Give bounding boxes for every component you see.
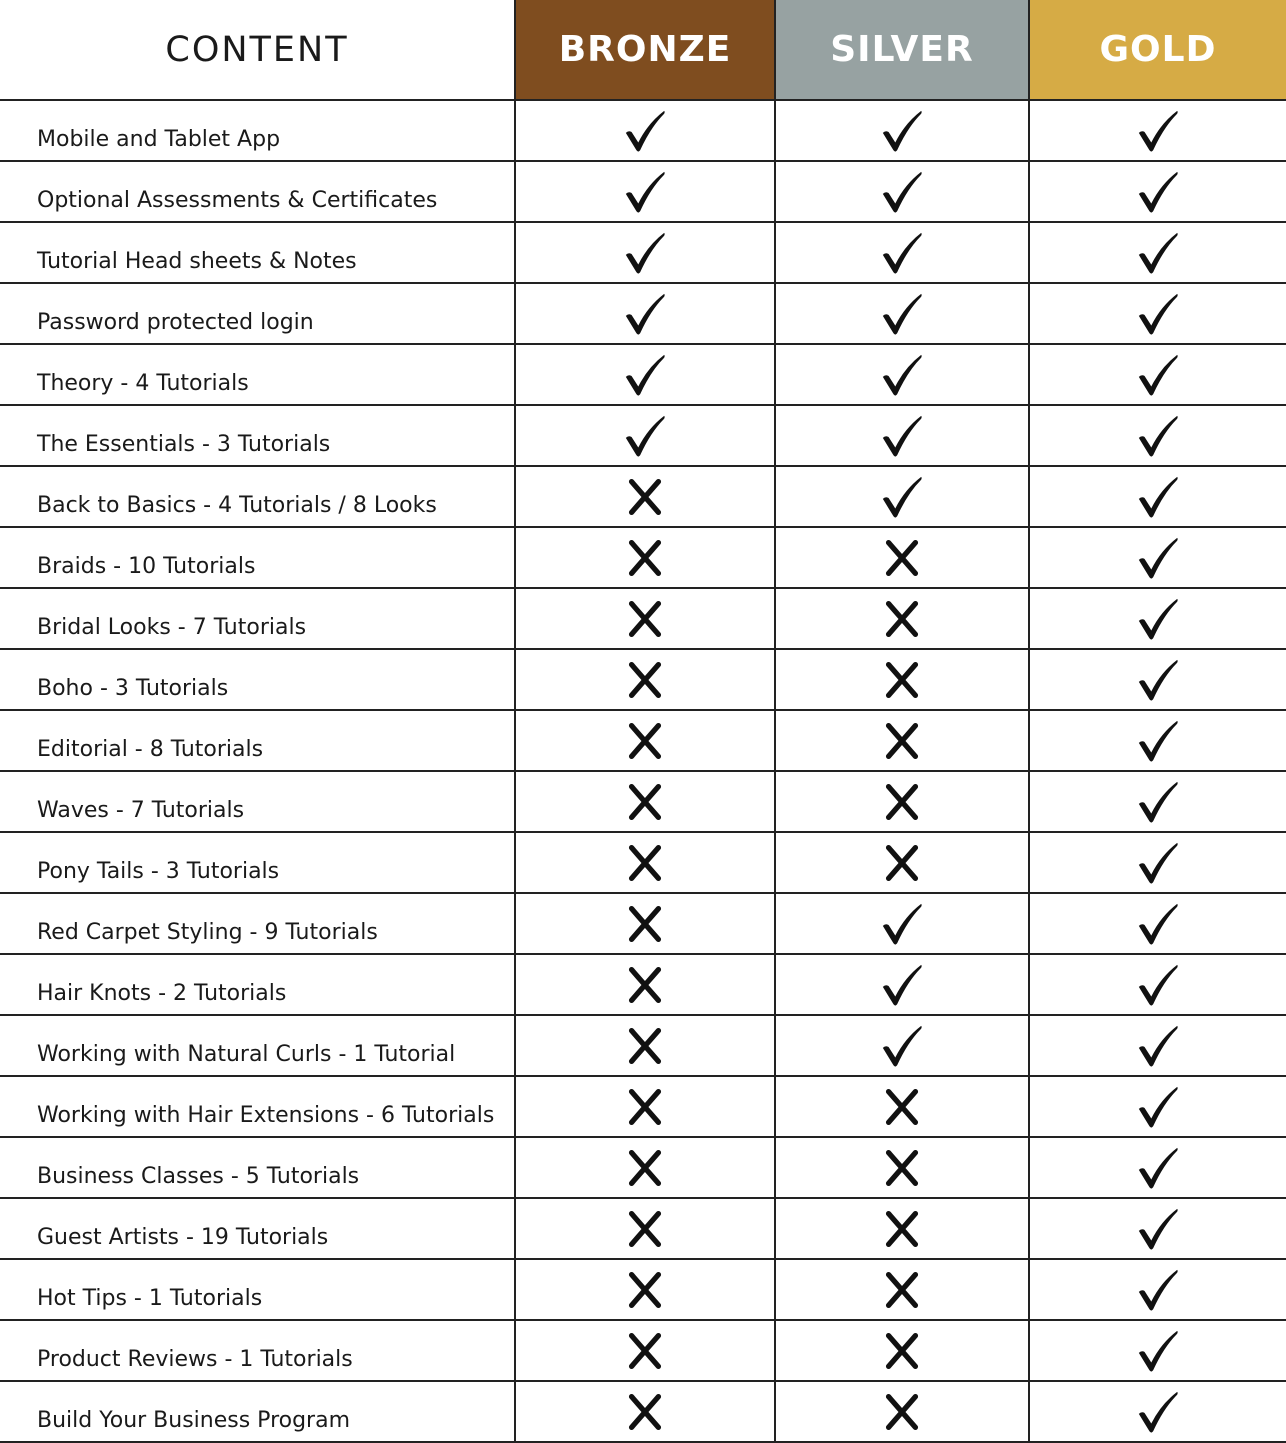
check-icon xyxy=(1135,1023,1181,1069)
silver-cell xyxy=(776,1077,1030,1136)
check-icon xyxy=(1135,474,1181,520)
bronze-cell xyxy=(516,1077,776,1136)
silver-cell xyxy=(776,101,1030,160)
check-icon xyxy=(622,352,668,398)
gold-cell xyxy=(1030,833,1286,892)
table-row xyxy=(0,162,1286,223)
table-row xyxy=(0,345,1286,406)
silver-cell xyxy=(776,1138,1030,1197)
check-icon xyxy=(1135,1084,1181,1130)
gold-cell xyxy=(1030,528,1286,587)
silver-cell xyxy=(776,345,1030,404)
table-row xyxy=(0,833,1286,894)
feature-label: Waves - 7 Tutorials xyxy=(0,772,516,831)
check-icon xyxy=(1135,840,1181,886)
silver-cell xyxy=(776,162,1030,221)
cross-icon xyxy=(879,535,925,581)
silver-cell xyxy=(776,528,1030,587)
check-icon xyxy=(879,474,925,520)
silver-cell xyxy=(776,1382,1030,1441)
gold-cell xyxy=(1030,1016,1286,1075)
table-row xyxy=(0,589,1286,650)
silver-cell xyxy=(776,1260,1030,1319)
cross-icon xyxy=(622,1389,668,1435)
feature-label: Optional Assessments & Certificates xyxy=(0,162,516,221)
cross-icon xyxy=(879,718,925,764)
feature-label: Mobile and Tablet App xyxy=(0,101,516,160)
silver-cell xyxy=(776,894,1030,953)
silver-cell xyxy=(776,772,1030,831)
gold-column-header: GOLD xyxy=(1030,0,1286,99)
feature-label: Working with Natural Curls - 1 Tutorial xyxy=(0,1016,516,1075)
silver-cell xyxy=(776,1199,1030,1258)
silver-cell xyxy=(776,467,1030,526)
silver-cell xyxy=(776,1321,1030,1380)
check-icon xyxy=(1135,352,1181,398)
check-icon xyxy=(1135,657,1181,703)
gold-cell xyxy=(1030,894,1286,953)
cross-icon xyxy=(622,901,668,947)
gold-cell xyxy=(1030,406,1286,465)
gold-cell xyxy=(1030,1260,1286,1319)
check-icon xyxy=(1135,962,1181,1008)
bronze-cell xyxy=(516,833,776,892)
check-icon xyxy=(879,413,925,459)
cross-icon xyxy=(622,1023,668,1069)
check-icon xyxy=(879,352,925,398)
feature-label: Editorial - 8 Tutorials xyxy=(0,711,516,770)
feature-label: The Essentials - 3 Tutorials xyxy=(0,406,516,465)
check-icon xyxy=(879,230,925,276)
check-icon xyxy=(622,108,668,154)
feature-label: Hair Knots - 2 Tutorials xyxy=(0,955,516,1014)
check-icon xyxy=(622,230,668,276)
cross-icon xyxy=(879,657,925,703)
silver-cell xyxy=(776,833,1030,892)
check-icon xyxy=(1135,291,1181,337)
gold-cell xyxy=(1030,772,1286,831)
bronze-cell xyxy=(516,1321,776,1380)
feature-label: Working with Hair Extensions - 6 Tutorials xyxy=(0,1077,516,1136)
cross-icon xyxy=(622,474,668,520)
gold-cell xyxy=(1030,223,1286,282)
check-icon xyxy=(1135,1267,1181,1313)
check-icon xyxy=(1135,169,1181,215)
feature-label: Guest Artists - 19 Tutorials xyxy=(0,1199,516,1258)
cross-icon xyxy=(879,1206,925,1252)
cross-icon xyxy=(622,1206,668,1252)
cross-icon xyxy=(879,1145,925,1191)
feature-label: Back to Basics - 4 Tutorials / 8 Looks xyxy=(0,467,516,526)
cross-icon xyxy=(622,535,668,581)
check-icon xyxy=(1135,718,1181,764)
bronze-cell xyxy=(516,406,776,465)
cross-icon xyxy=(879,1328,925,1374)
check-icon xyxy=(1135,1328,1181,1374)
silver-cell xyxy=(776,284,1030,343)
feature-label: Tutorial Head sheets & Notes xyxy=(0,223,516,282)
check-icon xyxy=(879,1023,925,1069)
check-icon xyxy=(1135,596,1181,642)
check-icon xyxy=(622,169,668,215)
table-row xyxy=(0,1138,1286,1199)
feature-label: Boho - 3 Tutorials xyxy=(0,650,516,709)
check-icon xyxy=(1135,535,1181,581)
cross-icon xyxy=(622,1084,668,1130)
check-icon xyxy=(879,169,925,215)
check-icon xyxy=(879,108,925,154)
table-row xyxy=(0,894,1286,955)
gold-cell xyxy=(1030,162,1286,221)
silver-cell xyxy=(776,711,1030,770)
gold-cell xyxy=(1030,1077,1286,1136)
silver-cell xyxy=(776,955,1030,1014)
feature-label: Build Your Business Program xyxy=(0,1382,516,1441)
table-row xyxy=(0,1260,1286,1321)
bronze-cell xyxy=(516,711,776,770)
check-icon xyxy=(622,413,668,459)
feature-label: Pony Tails - 3 Tutorials xyxy=(0,833,516,892)
table-row xyxy=(0,467,1286,528)
bronze-cell xyxy=(516,101,776,160)
gold-cell xyxy=(1030,284,1286,343)
check-icon xyxy=(1135,779,1181,825)
cross-icon xyxy=(622,718,668,764)
check-icon xyxy=(879,291,925,337)
bronze-column-header: BRONZE xyxy=(516,0,776,99)
check-icon xyxy=(1135,1389,1181,1435)
bronze-cell xyxy=(516,955,776,1014)
check-icon xyxy=(1135,1145,1181,1191)
bronze-cell xyxy=(516,528,776,587)
table-row xyxy=(0,1077,1286,1138)
check-icon xyxy=(1135,901,1181,947)
bronze-cell xyxy=(516,894,776,953)
table-row xyxy=(0,711,1286,772)
cross-icon xyxy=(622,1328,668,1374)
check-icon xyxy=(1135,413,1181,459)
table-row xyxy=(0,955,1286,1016)
bronze-cell xyxy=(516,650,776,709)
silver-cell xyxy=(776,406,1030,465)
bronze-cell xyxy=(516,1016,776,1075)
cross-icon xyxy=(622,779,668,825)
cross-icon xyxy=(879,596,925,642)
table-row xyxy=(0,1199,1286,1260)
feature-label: Theory - 4 Tutorials xyxy=(0,345,516,404)
gold-cell xyxy=(1030,1199,1286,1258)
gold-cell xyxy=(1030,650,1286,709)
cross-icon xyxy=(622,1145,668,1191)
cross-icon xyxy=(622,840,668,886)
cross-icon xyxy=(879,1267,925,1313)
table-row xyxy=(0,406,1286,467)
cross-icon xyxy=(879,1389,925,1435)
gold-cell xyxy=(1030,345,1286,404)
bronze-cell xyxy=(516,162,776,221)
cross-icon xyxy=(622,596,668,642)
gold-cell xyxy=(1030,711,1286,770)
table-row xyxy=(0,772,1286,833)
cross-icon xyxy=(879,840,925,886)
table-row xyxy=(0,1016,1286,1077)
gold-cell xyxy=(1030,955,1286,1014)
table-row xyxy=(0,1321,1286,1382)
table-body xyxy=(0,101,1286,1443)
bronze-cell xyxy=(516,772,776,831)
silver-cell xyxy=(776,650,1030,709)
bronze-cell xyxy=(516,1382,776,1441)
cross-icon xyxy=(622,657,668,703)
gold-cell xyxy=(1030,1138,1286,1197)
table-row xyxy=(0,528,1286,589)
cross-icon xyxy=(622,962,668,1008)
check-icon xyxy=(622,291,668,337)
check-icon xyxy=(1135,230,1181,276)
feature-label: Business Classes - 5 Tutorials xyxy=(0,1138,516,1197)
feature-label: Hot Tips - 1 Tutorials xyxy=(0,1260,516,1319)
bronze-cell xyxy=(516,223,776,282)
bronze-cell xyxy=(516,1138,776,1197)
feature-label: Red Carpet Styling - 9 Tutorials xyxy=(0,894,516,953)
cross-icon xyxy=(622,1267,668,1313)
feature-label: Braids - 10 Tutorials xyxy=(0,528,516,587)
gold-cell xyxy=(1030,589,1286,648)
feature-label: Password protected login xyxy=(0,284,516,343)
bronze-cell xyxy=(516,589,776,648)
check-icon xyxy=(879,901,925,947)
table-row xyxy=(0,650,1286,711)
silver-cell xyxy=(776,1016,1030,1075)
silver-cell xyxy=(776,223,1030,282)
gold-cell xyxy=(1030,1321,1286,1380)
table-row xyxy=(0,1382,1286,1443)
content-column-header: CONTENT xyxy=(0,0,516,99)
check-icon xyxy=(879,962,925,1008)
gold-cell xyxy=(1030,467,1286,526)
silver-cell xyxy=(776,589,1030,648)
bronze-cell xyxy=(516,284,776,343)
table-header xyxy=(0,0,1286,101)
cross-icon xyxy=(879,779,925,825)
check-icon xyxy=(1135,1206,1181,1252)
bronze-cell xyxy=(516,345,776,404)
silver-column-header: SILVER xyxy=(776,0,1030,99)
cross-icon xyxy=(879,1084,925,1130)
bronze-cell xyxy=(516,467,776,526)
feature-label: Product Reviews - 1 Tutorials xyxy=(0,1321,516,1380)
gold-cell xyxy=(1030,1382,1286,1441)
bronze-cell xyxy=(516,1199,776,1258)
gold-cell xyxy=(1030,101,1286,160)
feature-label: Bridal Looks - 7 Tutorials xyxy=(0,589,516,648)
table-row xyxy=(0,101,1286,162)
check-icon xyxy=(1135,108,1181,154)
table-row xyxy=(0,284,1286,345)
bronze-cell xyxy=(516,1260,776,1319)
table-row xyxy=(0,223,1286,284)
